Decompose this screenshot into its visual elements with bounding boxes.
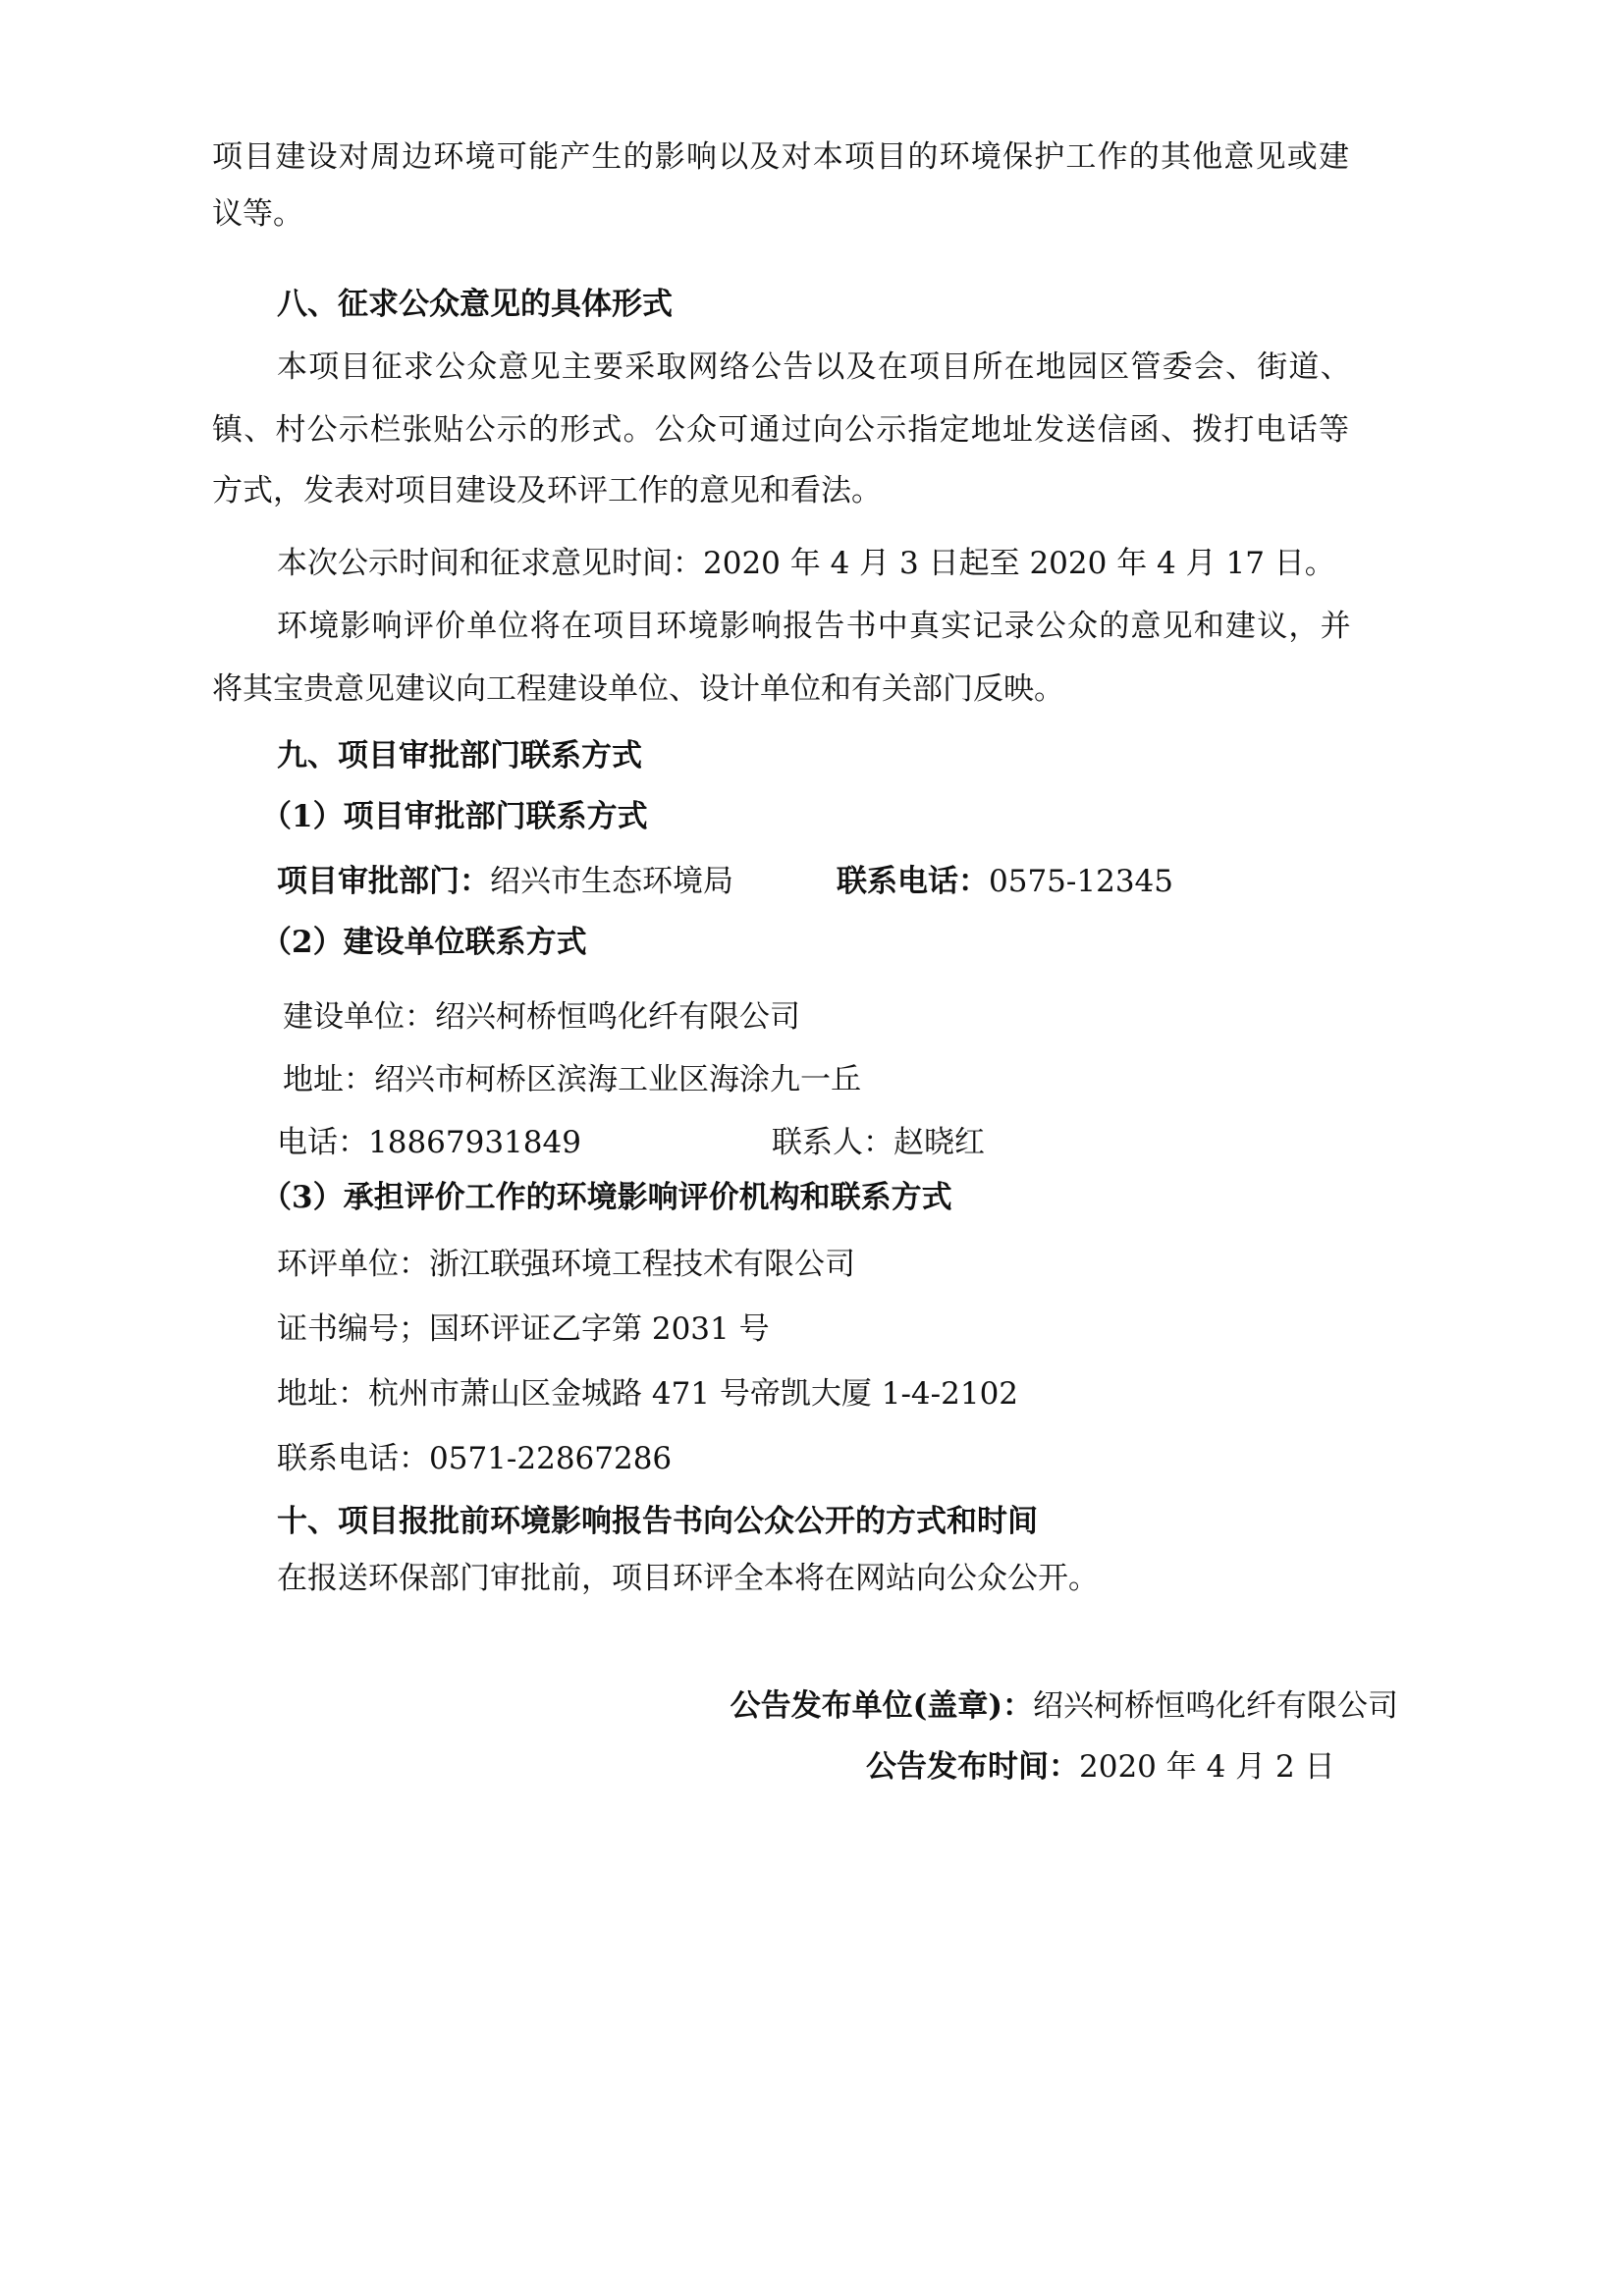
publish-date-row: [866, 1747, 1335, 1787]
subsection-heading-3: （3）承担评价工作的环境影响评价机构和联系方式: [261, 1180, 952, 1215]
publisher-value: 绍兴柯桥恒鸣化纤有限公司: [1033, 1688, 1398, 1724]
paragraph-line: 本项目征求公众意见主要采取网络公告以及在项目所在地园区管委会、街道、: [277, 349, 1352, 385]
publisher-label: 公告发布单位(盖章)：: [730, 1688, 1033, 1724]
paragraph-line: 将其宝贵意见建议向工程建设单位、设计单位和有关部门反映。: [212, 671, 1064, 707]
paragraph-line: 方式，发表对项目建设及环评工作的意见和看法。: [212, 473, 882, 508]
eia-address: 地址：杭州市萧山区金城路 471 号帝凯大厦 1-4-2102: [277, 1376, 1019, 1412]
approval-dept-label: 项目审批部门：: [277, 864, 490, 899]
eia-phone: 联系电话：0571-22867286: [277, 1441, 673, 1476]
eia-unit: 环评单位：浙江联强环境工程技术有限公司: [277, 1247, 855, 1282]
approval-phone-label: 联系电话：: [837, 864, 989, 899]
publish-date-label: 公告发布时间：: [866, 1749, 1079, 1785]
publish-date-value: 2020 年 4 月 2 日: [1079, 1749, 1335, 1785]
builder-name: 建设单位：绍兴柯桥恒鸣化纤有限公司: [283, 999, 800, 1035]
approval-phone-value: 0575-12345: [989, 864, 1173, 899]
approval-dept-value: 绍兴市生态环境局: [490, 864, 733, 899]
builder-phone: 电话：18867931849: [277, 1125, 581, 1160]
section-heading-9: 九、项目审批部门联系方式: [277, 738, 642, 774]
publisher-row: [687, 1686, 1398, 1726]
paragraph-line: 镇、村公示栏张贴公示的形式。公众可通过向公示指定地址发送信函、拨打电话等: [212, 412, 1351, 448]
paragraph-line: 议等。: [212, 196, 303, 232]
builder-contact: 联系人：赵晓红: [772, 1125, 985, 1160]
approval-dept-row: [277, 862, 733, 901]
section-heading-10: 十、项目报批前环境影响报告书向公众公开的方式和时间: [277, 1504, 1038, 1539]
disclosure-paragraph: 在报送环保部门审批前，项目环评全本将在网站向公众公开。: [277, 1561, 1099, 1596]
paragraph-line: 环境影响评价单位将在项目环境影响报告书中真实记录公众的意见和建议，并: [277, 609, 1352, 644]
builder-address: 地址：绍兴市柯桥区滨海工业区海涂九一丘: [283, 1062, 861, 1097]
section-heading-8: 八、征求公众意见的具体形式: [277, 287, 673, 322]
notice-period: 本次公示时间和征求意见时间：2020 年 4 月 3 日起至 2020 年 4 月 17 日。: [277, 546, 1335, 581]
paragraph-line: 项目建设对周边环境可能产生的影响以及对本项目的环境保护工作的其他意见或建: [212, 139, 1351, 175]
approval-phone-row: [837, 862, 1173, 901]
subsection-heading-1: （1）项目审批部门联系方式: [261, 799, 648, 834]
eia-certificate: 证书编号；国环评证乙字第 2031 号: [277, 1311, 770, 1347]
subsection-heading-2: （2）建设单位联系方式: [261, 925, 587, 960]
